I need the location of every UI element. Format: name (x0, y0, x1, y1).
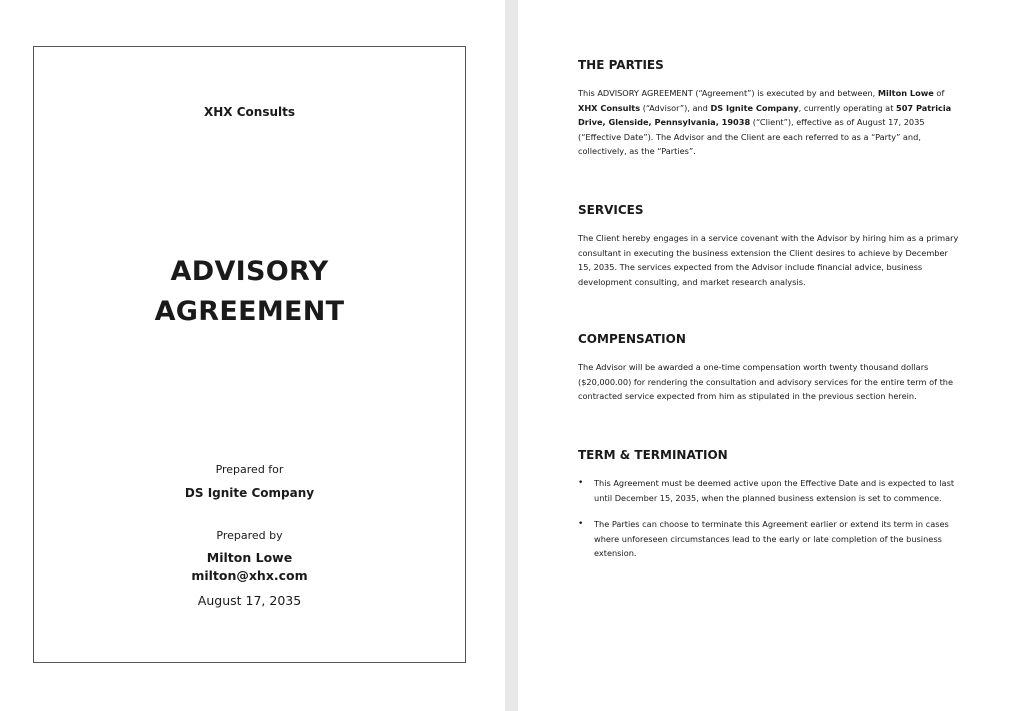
client-company: DS Ignite Company (710, 102, 799, 113)
page-gutter (505, 0, 518, 711)
prepared-for-label: Prepared for (215, 463, 284, 476)
section-parties (578, 58, 963, 159)
section-heading: SERVICES (578, 203, 644, 217)
cover-date: August 17, 2035 (197, 593, 302, 608)
prepared-for-name: DS Ignite Company (184, 486, 315, 500)
advisor-name: Milton Lowe (877, 88, 934, 98)
compensation-body: The Advisor will be awarded a one-time compensation worth twenty thousand dollars ($20,000.00) for rendering the consultation and advisory services for the entire term of the contracted service expected from him as stipulated in the previous section herein. (578, 362, 954, 402)
prepared-by-label: Prepared by (216, 529, 283, 542)
title-line-1: ADVISORY (170, 256, 329, 287)
services-body: The Client hereby engages in a service covenant with the Advisor by hiring him as a primary consultant in executing the business extension the Client desires to achieve by December 15, 2035. The services expected from the Advisor include financial advice, business development consulting, and market research analysis. (578, 233, 959, 287)
section-heading: COMPENSATION (578, 332, 686, 346)
list-item: • This Agreement must be deemed active upon the Effective Date and is expected to last until December 15, 2035, when the planned business extension is set to commence. (578, 476, 963, 505)
client-address: 507 Patricia Drive, Glenside, Pennsylvania, 19038 (578, 102, 952, 128)
section-services (578, 203, 963, 289)
cover-page (0, 0, 505, 711)
section-compensation (578, 332, 963, 404)
section-term (578, 448, 963, 573)
term-list (578, 476, 963, 561)
list-item: • The Parties can choose to terminate this Agreement earlier or extend its term in cases where unforeseen circumstances lead to the early or late completion of the business extension. (578, 517, 963, 561)
parties-body: This ADVISORY AGREEMENT (“Agreement”) is executed by and between, Milton Lowe of XHX Consults (“Advisor”), and DS Ignite Company, currently operating at 507 Patricia Drive, Glenside, Pennsylvania, 19038 (“Client”), effective as of August 17, 2035 (“Effective Date”). The Advisor and the Client are each referred to as a “Party” and, collectively, as the “Parties”. (578, 88, 952, 157)
company-name: XHX Consults (204, 105, 295, 119)
agreement-page (518, 0, 1024, 711)
document-title (34, 252, 465, 332)
cover-frame (33, 46, 466, 663)
advisor-company: XHX Consults (578, 102, 641, 113)
prepared-by-email: milton@xhx.com (191, 568, 308, 583)
section-heading: THE PARTIES (578, 58, 664, 72)
title-line-2: AGREEMENT (154, 296, 345, 327)
section-heading: TERM & TERMINATION (578, 448, 728, 462)
prepared-by-name: Milton Lowe (206, 550, 293, 565)
